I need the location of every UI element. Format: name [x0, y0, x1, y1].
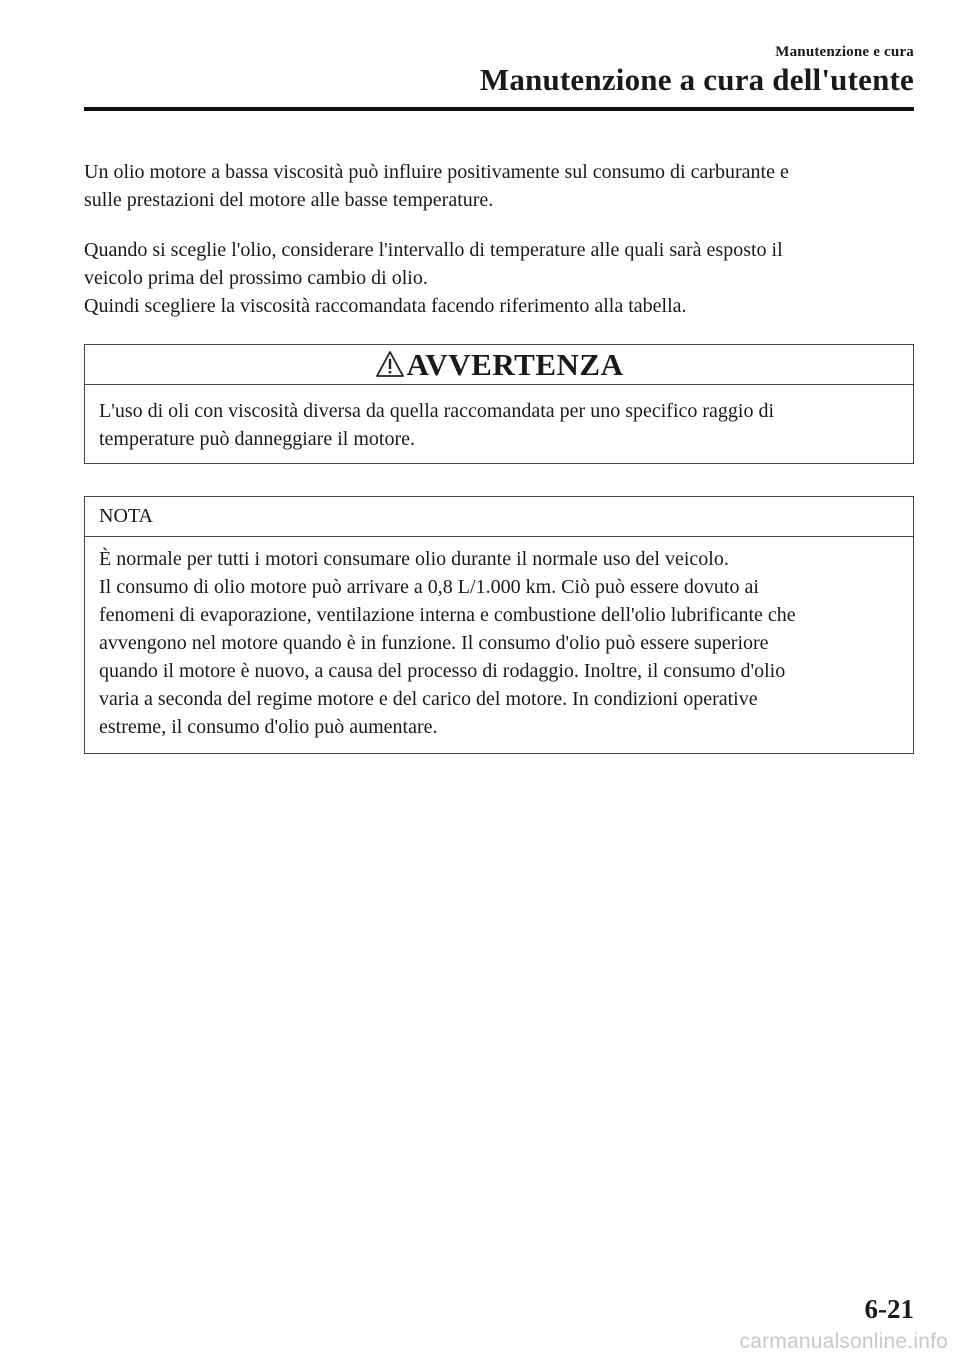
note-line: avvengono nel motore quando è in funzione. Il consumo d'olio può essere superiore [99, 632, 769, 654]
note-line: Il consumo di olio motore può arrivare a 0,8 L/1.000 km. Ciò può essere dovuto ai [99, 576, 759, 598]
section-name: Manutenzione e cura [775, 44, 914, 60]
note-line: varia a seconda del regime motore e del carico del motore. In condizioni operative [99, 688, 758, 710]
paragraph-line: sulle prestazioni del motore alle basse temperature. [84, 189, 494, 211]
warning-line: temperature può danneggiare il motore. [99, 428, 415, 450]
warning-box [84, 344, 914, 464]
page-number: 6-21 [864, 1294, 914, 1324]
paragraph-line: veicolo prima del prossimo cambio di olio. [84, 267, 428, 289]
note-line: fenomeni di evaporazione, ventilazione interna e combustione dell'olio lubrificante che [99, 604, 796, 626]
note-header [85, 497, 913, 537]
note-line: È normale per tutti i motori consumare olio durante il normale uso del veicolo. [99, 548, 729, 570]
warning-header [85, 345, 913, 385]
paragraph-line: Quando si sceglie l'olio, considerare l'intervallo di temperature alle quali sarà esposto il [84, 239, 783, 261]
paragraph-line: Quindi scegliere la viscosità raccomandata facendo riferimento alla tabella. [84, 295, 687, 317]
paragraph-line: Un olio motore a bassa viscosità può influire positivamente sul consumo di carburante e [84, 161, 789, 183]
header-divider [84, 107, 914, 111]
paragraph-oil-choice [84, 236, 914, 320]
note-title: NOTA [99, 505, 153, 527]
note-line: estreme, il consumo d'olio può aumentare. [99, 716, 438, 738]
note-body [85, 537, 913, 753]
warning-triangle-icon [375, 350, 405, 378]
warning-line: L'uso di oli con viscosità diversa da quella raccomandata per uno specifico raggio di [99, 400, 775, 422]
watermark: carmanualsonline.info [739, 1330, 948, 1353]
note-line: quando il motore è nuovo, a causa del processo di rodaggio. Inoltre, il consumo d'olio [99, 660, 786, 682]
warning-body [85, 385, 913, 463]
page-content [84, 158, 914, 754]
page-title: Manutenzione a cura dell'utente [479, 62, 914, 97]
note-box [84, 496, 914, 754]
warning-title: AVVERTENZA [406, 346, 624, 382]
paragraph-viscosity [84, 158, 914, 214]
